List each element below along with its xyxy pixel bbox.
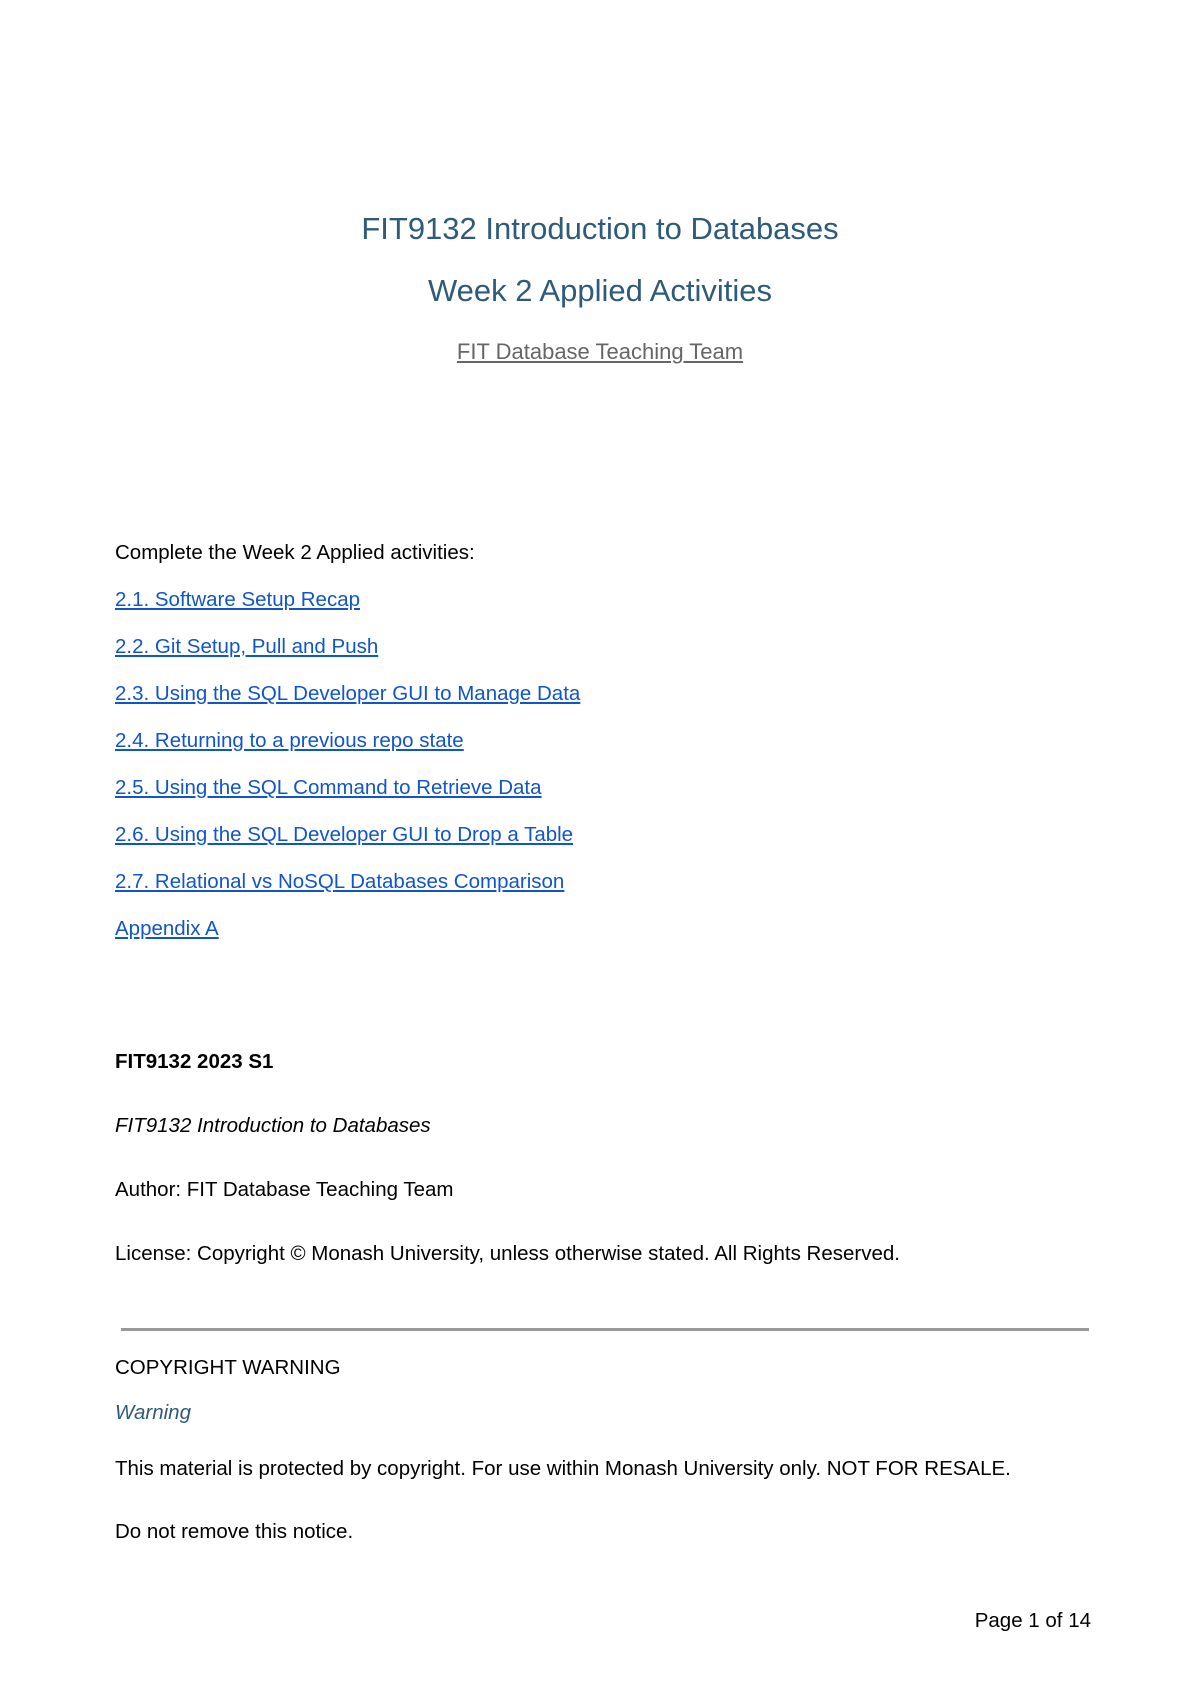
document-title: FIT9132 Introduction to Databases <box>361 211 839 246</box>
toc-link-software-setup[interactable]: 2.1. Software Setup Recap <box>115 588 361 611</box>
page-number: Page 1 of 14 <box>974 1609 1091 1632</box>
author-line: Author: FIT Database Teaching Team <box>115 1178 454 1201</box>
teaching-team-label: FIT Database Teaching Team <box>456 339 744 364</box>
license-line: License: Copyright © Monash University, unless otherwise stated. All Rights Reserved. <box>115 1242 900 1265</box>
toc-link-sql-developer-manage[interactable]: 2.3. Using the SQL Developer GUI to Manage Data <box>115 682 581 705</box>
toc-link-appendix-a[interactable]: Appendix A <box>115 917 219 940</box>
warning-label: Warning <box>115 1401 191 1424</box>
notice-reminder: Do not remove this notice. <box>115 1520 354 1543</box>
horizontal-divider <box>121 1328 1089 1331</box>
toc-link-nosql-comparison[interactable]: 2.7. Relational vs NoSQL Databases Comparison <box>115 870 565 893</box>
unit-code: FIT9132 2023 S1 <box>115 1050 274 1073</box>
toc-link-sql-retrieve[interactable]: 2.5. Using the SQL Command to Retrieve Data <box>115 776 542 799</box>
toc-link-drop-table[interactable]: 2.6. Using the SQL Developer GUI to Drop a Table <box>115 823 574 846</box>
intro-text: Complete the Week 2 Applied activities: <box>115 541 475 564</box>
toc-link-git-setup[interactable]: 2.2. Git Setup, Pull and Push <box>115 635 379 658</box>
toc-link-previous-repo-state[interactable]: 2.4. Returning to a previous repo state <box>115 729 464 752</box>
copyright-heading: COPYRIGHT WARNING <box>115 1356 341 1379</box>
copyright-notice: This material is protected by copyright. For use within Monash University only. NOT FOR RESALE. <box>115 1457 1011 1480</box>
course-name: FIT9132 Introduction to Databases <box>115 1114 431 1137</box>
document-subtitle: Week 2 Applied Activities <box>427 273 773 308</box>
